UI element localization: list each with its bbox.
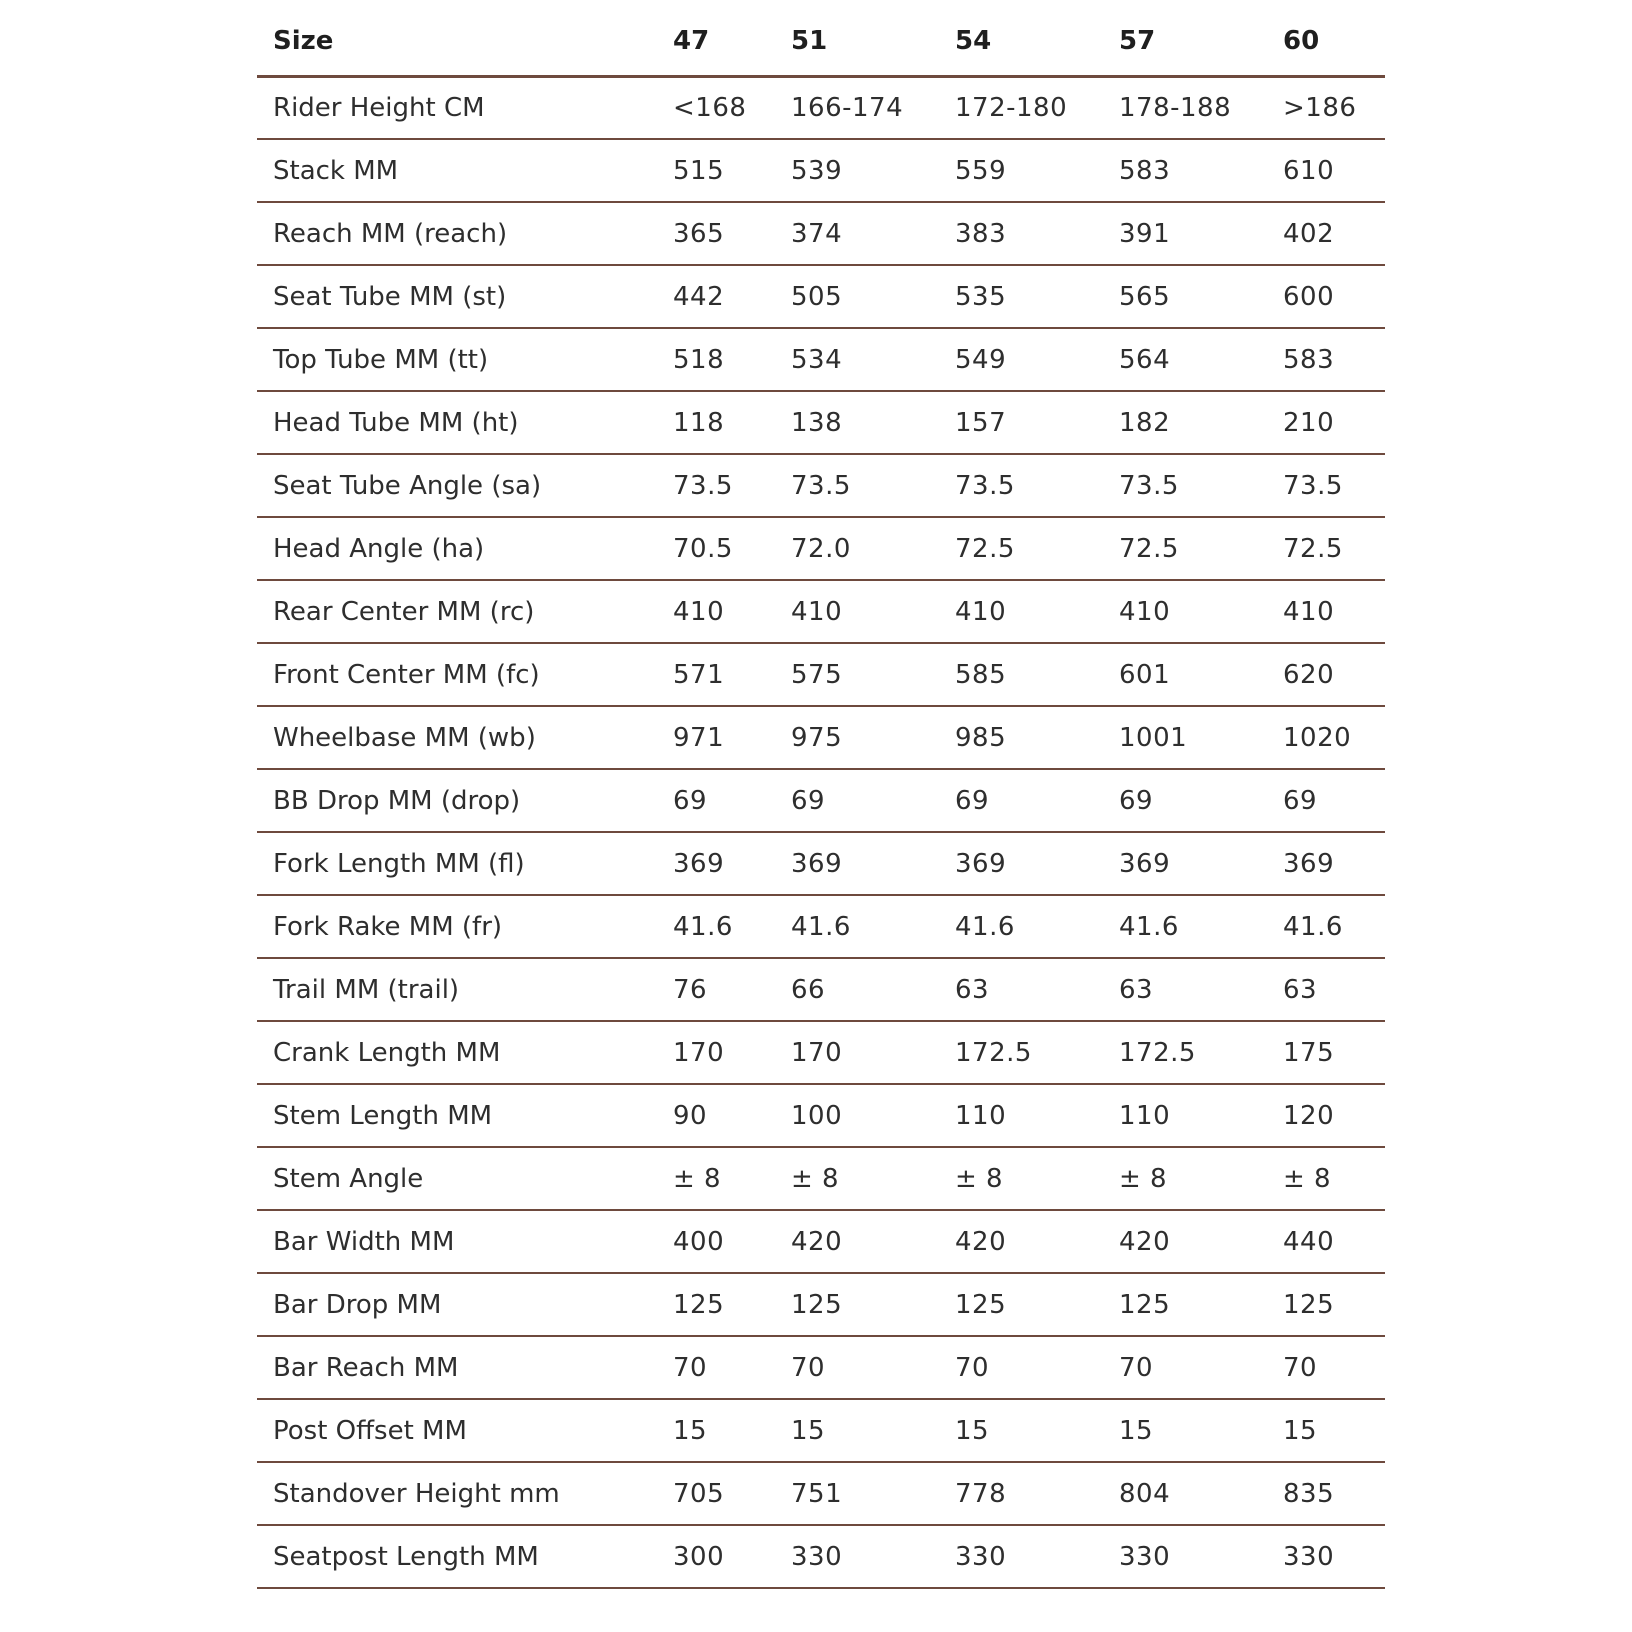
table-row: [257, 643, 1385, 706]
cell-size-60: ± 8: [1267, 1147, 1385, 1210]
cell-size-47: 515: [657, 139, 775, 202]
row-label: Trail MM (trail): [257, 958, 657, 1021]
cell-size-60: 620: [1267, 643, 1385, 706]
cell-size-60: 63: [1267, 958, 1385, 1021]
table-row: [257, 1084, 1385, 1147]
cell-size-57: ± 8: [1103, 1147, 1267, 1210]
cell-size-51: 374: [775, 202, 939, 265]
cell-size-60: 69: [1267, 769, 1385, 832]
table-row: [257, 706, 1385, 769]
table-row: [257, 328, 1385, 391]
cell-size-57: 583: [1103, 139, 1267, 202]
cell-size-60: 410: [1267, 580, 1385, 643]
cell-size-51: 166-174: [775, 76, 939, 139]
cell-size-47: 41.6: [657, 895, 775, 958]
size-header-51: 51: [775, 8, 939, 76]
cell-size-47: 73.5: [657, 454, 775, 517]
cell-size-60: 835: [1267, 1462, 1385, 1525]
table-row: [257, 832, 1385, 895]
cell-size-51: 330: [775, 1525, 939, 1588]
table-row: [257, 1462, 1385, 1525]
cell-size-51: 138: [775, 391, 939, 454]
cell-size-57: 15: [1103, 1399, 1267, 1462]
cell-size-54: 172.5: [939, 1021, 1103, 1084]
row-label: Front Center MM (fc): [257, 643, 657, 706]
table-row: [257, 1021, 1385, 1084]
cell-size-60: 1020: [1267, 706, 1385, 769]
cell-size-60: 125: [1267, 1273, 1385, 1336]
table-row: [257, 202, 1385, 265]
cell-size-51: 575: [775, 643, 939, 706]
row-label: Fork Rake MM (fr): [257, 895, 657, 958]
cell-size-54: 41.6: [939, 895, 1103, 958]
cell-size-47: 571: [657, 643, 775, 706]
cell-size-47: 300: [657, 1525, 775, 1588]
cell-size-57: 565: [1103, 265, 1267, 328]
cell-size-51: 100: [775, 1084, 939, 1147]
cell-size-60: 72.5: [1267, 517, 1385, 580]
cell-size-54: 420: [939, 1210, 1103, 1273]
cell-size-57: 369: [1103, 832, 1267, 895]
cell-size-60: 15: [1267, 1399, 1385, 1462]
cell-size-60: 402: [1267, 202, 1385, 265]
cell-size-54: 559: [939, 139, 1103, 202]
cell-size-51: 505: [775, 265, 939, 328]
cell-size-57: 564: [1103, 328, 1267, 391]
table-row: [257, 265, 1385, 328]
cell-size-57: 804: [1103, 1462, 1267, 1525]
size-header-54: 54: [939, 8, 1103, 76]
size-header-47: 47: [657, 8, 775, 76]
cell-size-54: 73.5: [939, 454, 1103, 517]
cell-size-54: 410: [939, 580, 1103, 643]
table-row: [257, 580, 1385, 643]
row-label: Crank Length MM: [257, 1021, 657, 1084]
cell-size-60: 73.5: [1267, 454, 1385, 517]
cell-size-47: 400: [657, 1210, 775, 1273]
cell-size-60: 369: [1267, 832, 1385, 895]
row-label: Post Offset MM: [257, 1399, 657, 1462]
cell-size-51: 170: [775, 1021, 939, 1084]
cell-size-57: 420: [1103, 1210, 1267, 1273]
cell-size-47: 15: [657, 1399, 775, 1462]
table-row: [257, 76, 1385, 139]
cell-size-57: 410: [1103, 580, 1267, 643]
cell-size-51: 975: [775, 706, 939, 769]
cell-size-57: 601: [1103, 643, 1267, 706]
table-row: [257, 517, 1385, 580]
cell-size-47: 118: [657, 391, 775, 454]
row-label: Rider Height CM: [257, 76, 657, 139]
row-label: BB Drop MM (drop): [257, 769, 657, 832]
row-label: Bar Width MM: [257, 1210, 657, 1273]
cell-size-60: 175: [1267, 1021, 1385, 1084]
cell-size-60: 120: [1267, 1084, 1385, 1147]
cell-size-60: 440: [1267, 1210, 1385, 1273]
cell-size-47: 70: [657, 1336, 775, 1399]
cell-size-47: 69: [657, 769, 775, 832]
header-row: [257, 8, 1385, 76]
row-label: Head Tube MM (ht): [257, 391, 657, 454]
cell-size-57: 70: [1103, 1336, 1267, 1399]
cell-size-47: 90: [657, 1084, 775, 1147]
cell-size-57: 69: [1103, 769, 1267, 832]
cell-size-54: 549: [939, 328, 1103, 391]
cell-size-51: 15: [775, 1399, 939, 1462]
cell-size-47: 125: [657, 1273, 775, 1336]
cell-size-47: 705: [657, 1462, 775, 1525]
cell-size-57: 73.5: [1103, 454, 1267, 517]
cell-size-60: 610: [1267, 139, 1385, 202]
table-row: [257, 769, 1385, 832]
cell-size-51: 72.0: [775, 517, 939, 580]
cell-size-54: 110: [939, 1084, 1103, 1147]
cell-size-51: 420: [775, 1210, 939, 1273]
cell-size-54: 330: [939, 1525, 1103, 1588]
cell-size-47: 442: [657, 265, 775, 328]
cell-size-54: 369: [939, 832, 1103, 895]
cell-size-51: 73.5: [775, 454, 939, 517]
cell-size-54: 985: [939, 706, 1103, 769]
cell-size-51: 751: [775, 1462, 939, 1525]
cell-size-54: 778: [939, 1462, 1103, 1525]
cell-size-54: 157: [939, 391, 1103, 454]
table-row: [257, 139, 1385, 202]
cell-size-57: 72.5: [1103, 517, 1267, 580]
cell-size-51: 69: [775, 769, 939, 832]
table-row: [257, 1399, 1385, 1462]
table-body: [257, 76, 1385, 1588]
cell-size-51: 41.6: [775, 895, 939, 958]
row-label: Standover Height mm: [257, 1462, 657, 1525]
cell-size-60: 210: [1267, 391, 1385, 454]
cell-size-51: 369: [775, 832, 939, 895]
cell-size-54: 585: [939, 643, 1103, 706]
row-label: Reach MM (reach): [257, 202, 657, 265]
size-header-60: 60: [1267, 8, 1385, 76]
table-row: [257, 895, 1385, 958]
cell-size-54: ± 8: [939, 1147, 1103, 1210]
cell-size-54: 383: [939, 202, 1103, 265]
table-row: [257, 391, 1385, 454]
cell-size-47: 518: [657, 328, 775, 391]
cell-size-51: ± 8: [775, 1147, 939, 1210]
cell-size-47: 76: [657, 958, 775, 1021]
cell-size-47: 971: [657, 706, 775, 769]
cell-size-54: 125: [939, 1273, 1103, 1336]
size-header-57: 57: [1103, 8, 1267, 76]
row-label: Head Angle (ha): [257, 517, 657, 580]
cell-size-47: 369: [657, 832, 775, 895]
cell-size-47: 70.5: [657, 517, 775, 580]
cell-size-57: 330: [1103, 1525, 1267, 1588]
geometry-table: [257, 8, 1385, 1589]
row-label: Wheelbase MM (wb): [257, 706, 657, 769]
cell-size-47: 410: [657, 580, 775, 643]
cell-size-60: 41.6: [1267, 895, 1385, 958]
cell-size-47: ± 8: [657, 1147, 775, 1210]
table-row: [257, 1210, 1385, 1273]
table-row: [257, 454, 1385, 517]
cell-size-57: 178-188: [1103, 76, 1267, 139]
cell-size-51: 410: [775, 580, 939, 643]
row-label: Fork Length MM (fl): [257, 832, 657, 895]
cell-size-60: >186: [1267, 76, 1385, 139]
row-label: Seatpost Length MM: [257, 1525, 657, 1588]
cell-size-47: 365: [657, 202, 775, 265]
cell-size-54: 172-180: [939, 76, 1103, 139]
cell-size-57: 1001: [1103, 706, 1267, 769]
cell-size-57: 391: [1103, 202, 1267, 265]
cell-size-57: 110: [1103, 1084, 1267, 1147]
row-label: Rear Center MM (rc): [257, 580, 657, 643]
row-label: Stem Length MM: [257, 1084, 657, 1147]
cell-size-60: 70: [1267, 1336, 1385, 1399]
table-row: [257, 1147, 1385, 1210]
cell-size-60: 583: [1267, 328, 1385, 391]
cell-size-51: 539: [775, 139, 939, 202]
row-label: Stack MM: [257, 139, 657, 202]
cell-size-60: 600: [1267, 265, 1385, 328]
cell-size-51: 70: [775, 1336, 939, 1399]
size-header-label: Size: [257, 8, 657, 76]
table-row: [257, 1336, 1385, 1399]
cell-size-54: 535: [939, 265, 1103, 328]
row-label: Seat Tube Angle (sa): [257, 454, 657, 517]
cell-size-47: <168: [657, 76, 775, 139]
cell-size-51: 125: [775, 1273, 939, 1336]
row-label: Bar Drop MM: [257, 1273, 657, 1336]
cell-size-57: 125: [1103, 1273, 1267, 1336]
cell-size-54: 69: [939, 769, 1103, 832]
cell-size-51: 66: [775, 958, 939, 1021]
table-row: [257, 958, 1385, 1021]
cell-size-57: 63: [1103, 958, 1267, 1021]
cell-size-54: 70: [939, 1336, 1103, 1399]
row-label: Top Tube MM (tt): [257, 328, 657, 391]
cell-size-57: 41.6: [1103, 895, 1267, 958]
row-label: Seat Tube MM (st): [257, 265, 657, 328]
cell-size-47: 170: [657, 1021, 775, 1084]
cell-size-57: 172.5: [1103, 1021, 1267, 1084]
cell-size-54: 15: [939, 1399, 1103, 1462]
row-label: Bar Reach MM: [257, 1336, 657, 1399]
cell-size-51: 534: [775, 328, 939, 391]
cell-size-60: 330: [1267, 1525, 1385, 1588]
cell-size-54: 72.5: [939, 517, 1103, 580]
cell-size-54: 63: [939, 958, 1103, 1021]
cell-size-57: 182: [1103, 391, 1267, 454]
row-label: Stem Angle: [257, 1147, 657, 1210]
table-row: [257, 1273, 1385, 1336]
table-row: [257, 1525, 1385, 1588]
